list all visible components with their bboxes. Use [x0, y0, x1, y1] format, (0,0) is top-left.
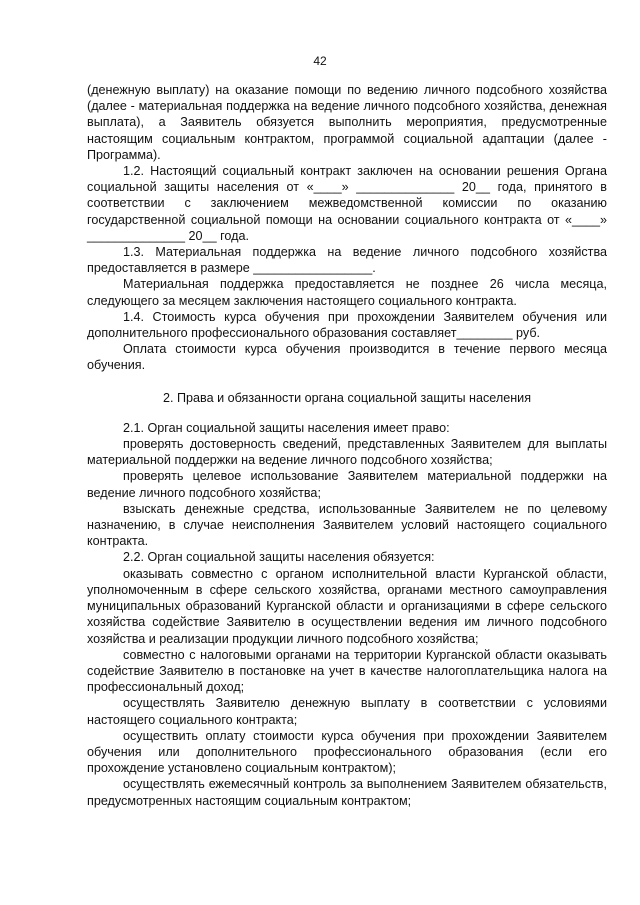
paragraph: осуществлять Заявителю денежную выплату в соответствии с условиями настоящего социального контракта;	[87, 696, 607, 727]
paragraph: осуществить оплату стоимости курса обучения при прохождении Заявителем обучения или дополнительного профессионального образования (если его прохождение установлено социальным контрактом);	[87, 728, 607, 776]
paragraph: 2.1. Орган социальной защиты населения имеет право:	[123, 420, 450, 435]
paragraph: Материальная поддержка предоставляется не позднее 26 числа месяца, следующего за месяцем заключения настоящего социального контракта.	[87, 277, 607, 308]
paragraph: проверять достоверность сведений, представленных Заявителем для выплаты материальной поддержки на ведение личного подсобного хозяйства;	[87, 437, 607, 468]
paragraph: 2.2. Орган социальной защиты населения обязуется:	[123, 550, 435, 565]
paragraph: взыскать денежные средства, использованные Заявителем не по целевому назначению, в случае неисполнения Заявителем условий настоящего социального контракта.	[87, 501, 607, 549]
document-body	[87, 82, 607, 809]
paragraph: (денежную выплату) на оказание помощи по ведению личного подсобного хозяйства (далее - материальная поддержка на ведение личного подсобного хозяйства, денежная выплата), а Заявитель обязуется выполнить мероприятия, предусмотренные настоящим социальным контрактом, программой социальной адаптации (далее - Программа).	[87, 83, 607, 162]
section-heading: 2. Права и обязанности органа социальной защиты населения	[162, 390, 532, 405]
paragraph: 1.3. Материальная поддержка на ведение личного подсобного хозяйства предоставляется в размере _________________.	[87, 245, 607, 276]
page-number: 42	[313, 54, 327, 68]
paragraph: 1.2. Настоящий социальный контракт заключен на основании решения Органа социальной защиты населения от «____» ______________ 20__ года, принятого в соответствии с заключением межведомственной комиссии по оказанию государственной социальной помощи на основании социального контракта от «____» ______________ 20__ года.	[87, 164, 607, 243]
paragraph: Оплата стоимости курса обучения производится в течение первого месяца обучения.	[87, 342, 607, 373]
paragraph: оказывать совместно с органом исполнительной власти Курганской области, уполномоченным в сфере сельского хозяйства, органами местного самоуправления муниципальных образований Курганской области и организациями в сфере сельского хозяйства содействие Заявителю в осуществлении ведения им личного подсобного хозяйства и реализации продукции личного подсобного хозяйства;	[87, 566, 607, 646]
paragraph: проверять целевое использование Заявителем материальной поддержки на ведение личного подсобного хозяйства;	[87, 469, 607, 500]
paragraph: 1.4. Стоимость курса обучения при прохождении Заявителем обучения или дополнительного профессионального образования составляет________ руб.	[87, 309, 607, 341]
paragraph: осуществлять ежемесячный контроль за выполнением Заявителем обязательств, предусмотренных настоящим социальным контрактом;	[87, 777, 607, 808]
paragraph: совместно с налоговыми органами на территории Курганской области оказывать содействие Заявителю в постановке на учет в качестве налогоплательщика налога на профессиональный доход;	[87, 647, 607, 695]
